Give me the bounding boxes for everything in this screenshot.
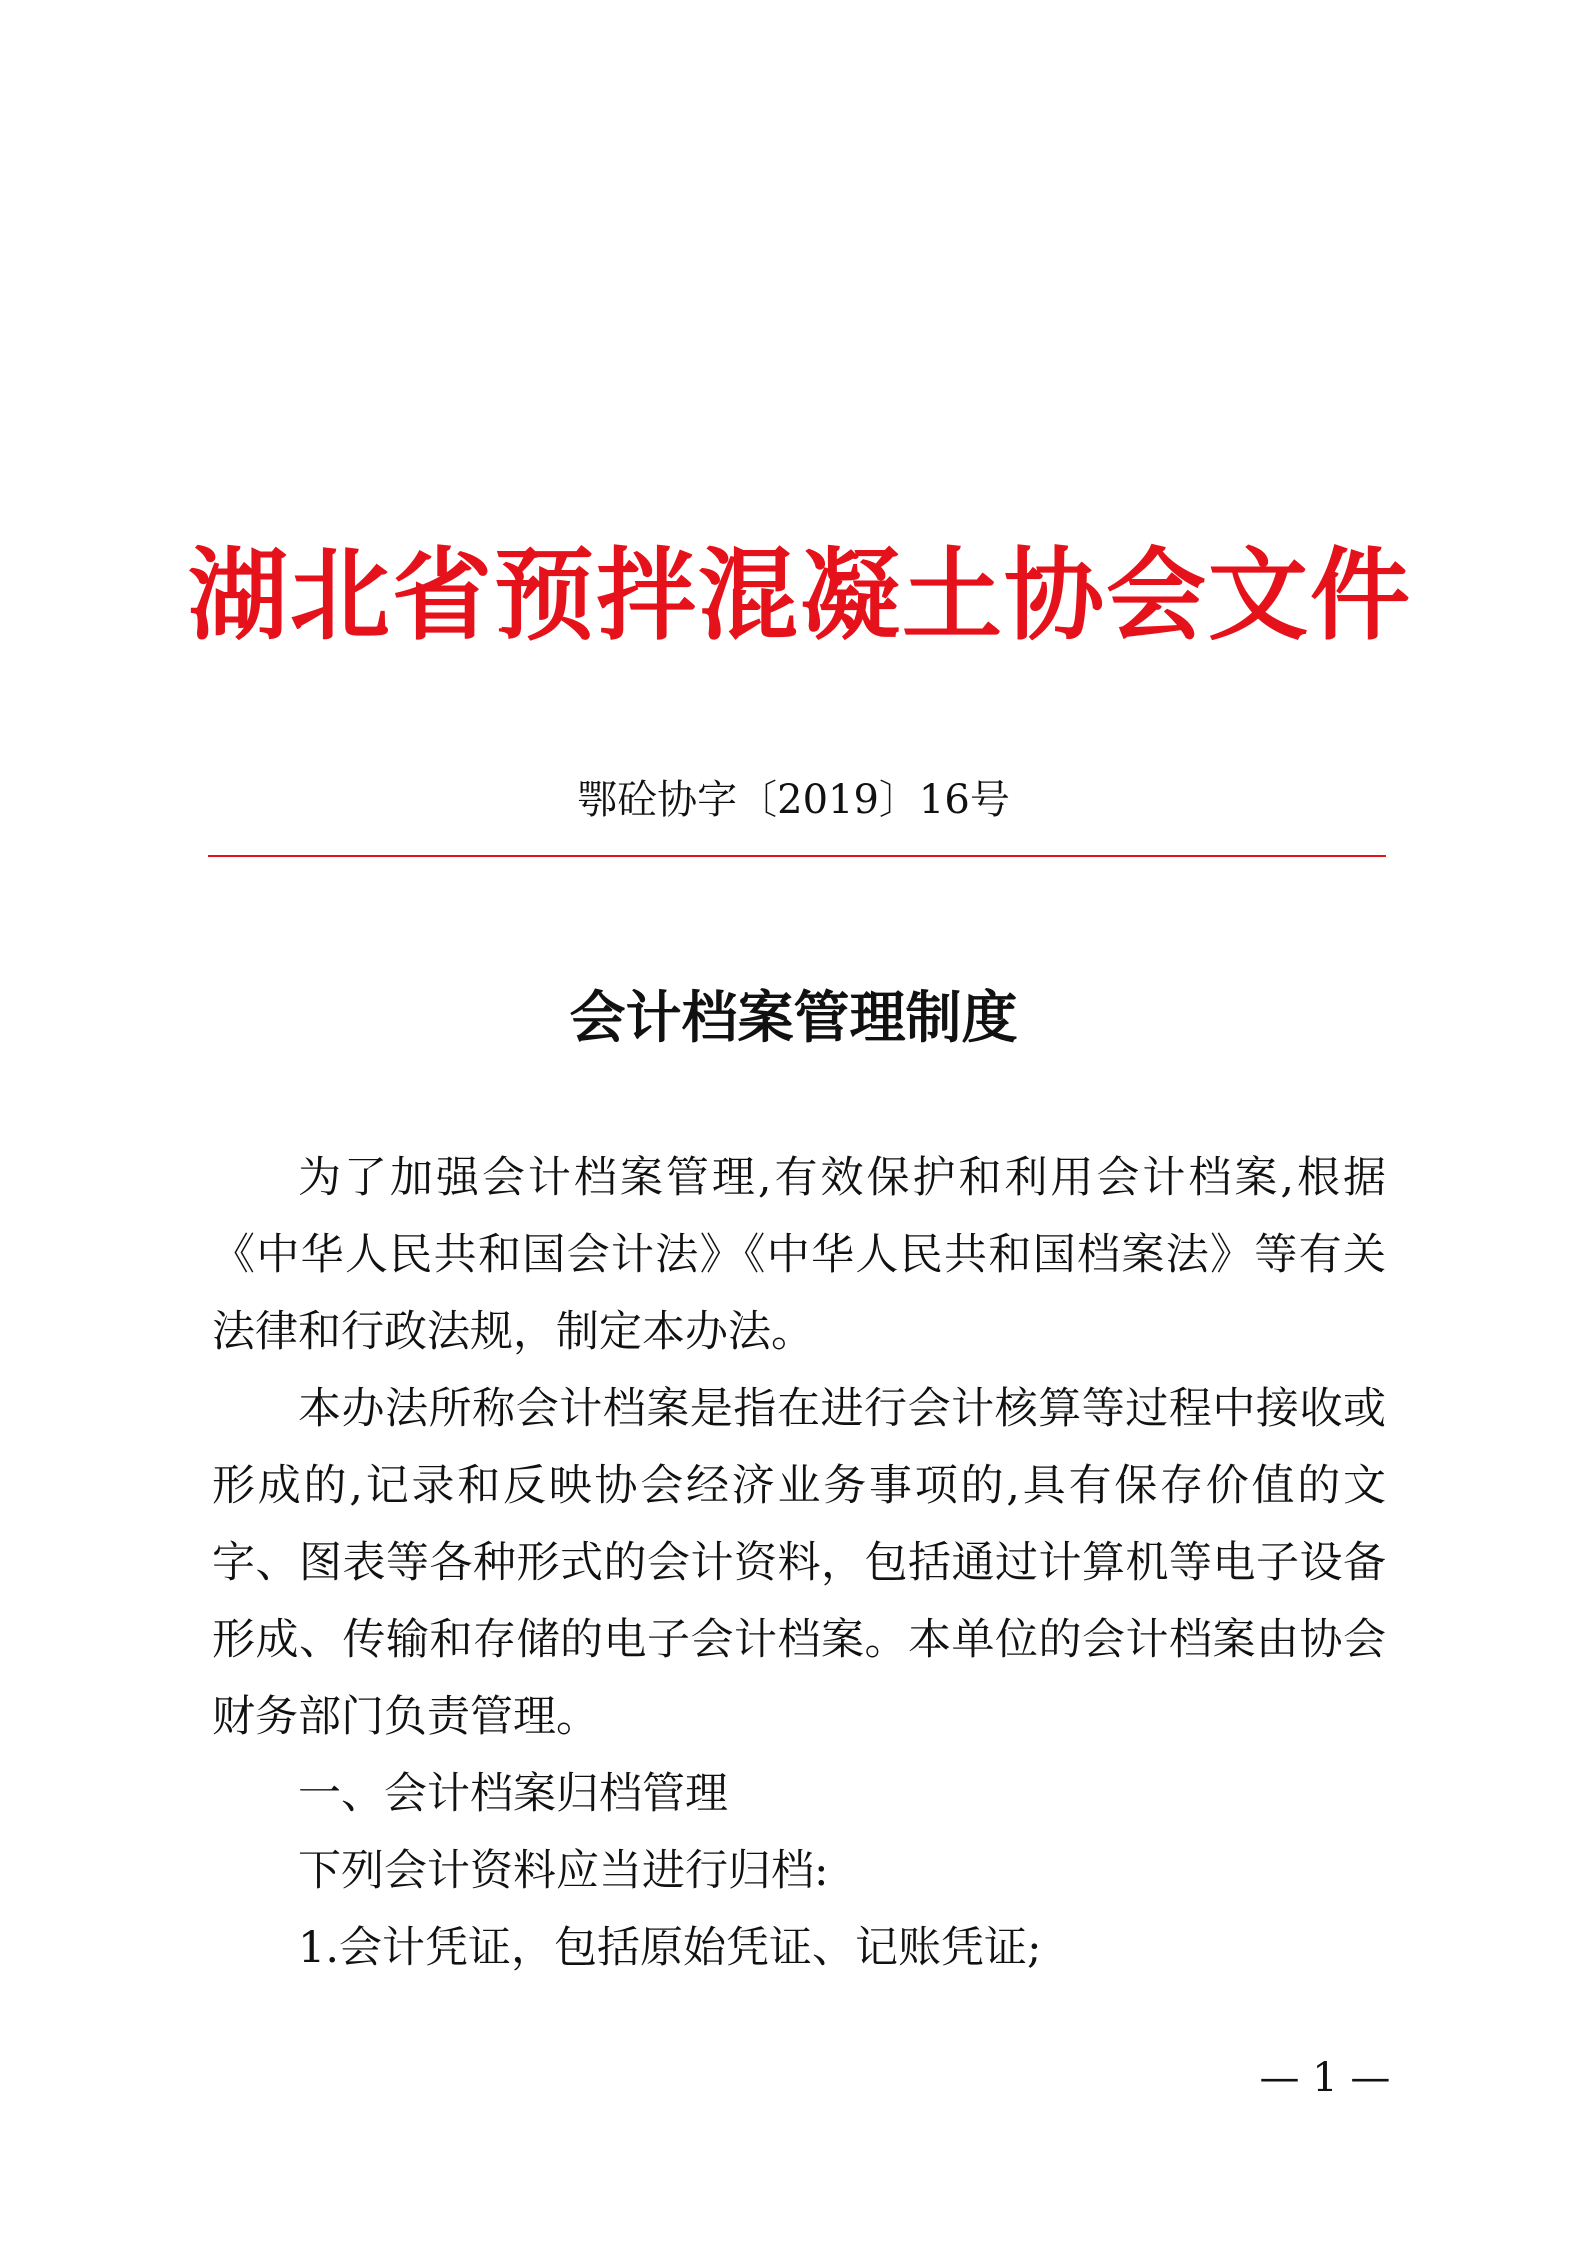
document-number: 鄂砼协字〔2019〕16号 [577,777,1010,823]
paragraph-archive-list-intro: 下列会计资料应当进行归档: [298,1846,829,1896]
org-header-title: 湖北省预拌混凝土协会文件 [188,536,1412,654]
paragraph-purpose: 为了加强会计档案管理,有效保护和利用会计档案,根据《中华人民共和国会计法》《中华人民共和国档案法》等有关法律和行政法规，制定本办法。 [212,1153,1386,1357]
document-body [212,1140,1386,1987]
header-divider [208,855,1386,857]
page-number: — 1 — [1259,2055,1391,2101]
section-heading-archiving: 一、会计档案归档管理 [298,1769,728,1819]
list-item-accounting-vouchers: 1.会计凭证，包括原始凭证、记账凭证; [298,1923,1042,1973]
document-title: 会计档案管理制度 [569,985,1018,1051]
paragraph-definition: 本办法所称会计档案是指在进行会计核算等过程中接收或形成的,记录和反映协会经济业务事项的,具有保存价值的文字、图表等各种形式的会计资料，包括通过计算机等电子设备形成、传输和存储的电子会计档案。本单位的会计档案由协会财务部门负责管理。 [212,1384,1386,1742]
